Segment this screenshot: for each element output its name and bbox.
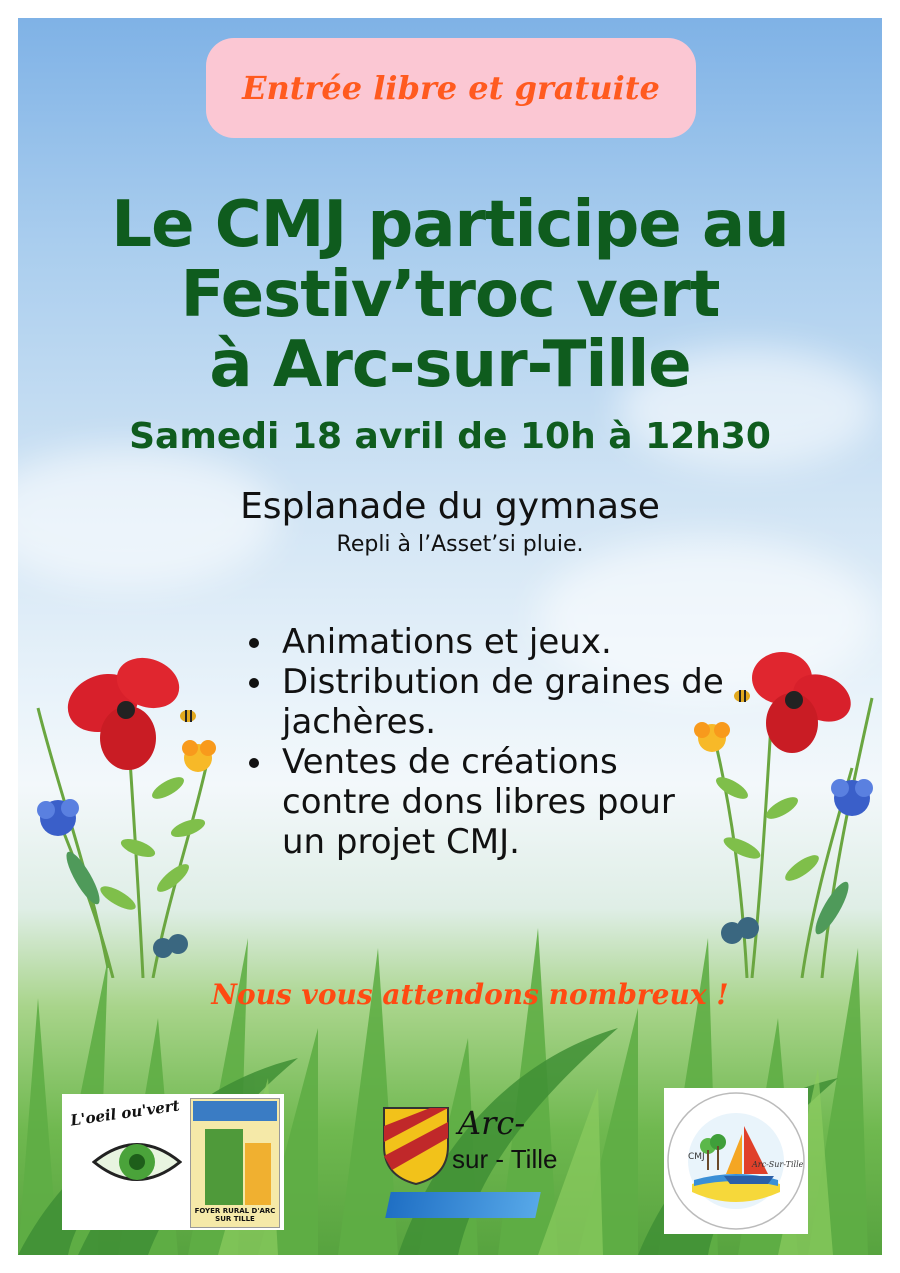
foyer-rural-logo bbox=[190, 1098, 280, 1228]
eye-icon bbox=[92, 1132, 182, 1192]
list-item: • Animations et jeux. bbox=[276, 622, 726, 662]
bee-icon bbox=[734, 690, 750, 702]
rain-note: Repli à l’Asset’si pluie. bbox=[336, 532, 584, 557]
cmj-center-text: CMJ bbox=[688, 1152, 705, 1162]
poppy-icon bbox=[60, 650, 187, 770]
activities-list bbox=[248, 622, 726, 862]
title-line: Festiv’troc vert bbox=[180, 258, 720, 332]
cmj-side-text: Arc-Sur-Tille bbox=[752, 1160, 804, 1169]
event-title bbox=[18, 190, 882, 400]
arc-sur-tille-logo bbox=[354, 1100, 569, 1225]
foyer-green-block bbox=[205, 1129, 243, 1205]
event-place: Esplanade du gymnase bbox=[240, 486, 660, 527]
arc-logo-line1: Arc- bbox=[458, 1104, 526, 1142]
coat-of-arms-icon bbox=[382, 1106, 450, 1186]
poster bbox=[18, 18, 882, 1255]
oeil-ouvert-foyer-logo bbox=[62, 1094, 284, 1230]
call-to-action: Nous vous attendons nombreux ! bbox=[211, 978, 729, 1011]
cmj-circle-logo bbox=[664, 1088, 808, 1234]
arc-logo-line2: sur - Tille bbox=[452, 1144, 558, 1174]
yellow-flower-icon bbox=[182, 740, 216, 772]
event-date: Samedi 18 avril de 10h à 12h30 bbox=[129, 416, 771, 457]
poppy-icon bbox=[752, 652, 858, 753]
bee-icon bbox=[180, 710, 196, 722]
oeil-logo-text: L'oeil ou'vert bbox=[69, 1096, 181, 1130]
river-band bbox=[385, 1192, 541, 1218]
foyer-orange-block bbox=[245, 1143, 271, 1205]
foyer-logo-text: FOYER RURAL D'ARC SUR TILLE bbox=[194, 1207, 276, 1223]
free-entry-banner bbox=[206, 38, 696, 138]
free-entry-text: Entrée libre et gratuite bbox=[242, 69, 660, 107]
list-item: • Distribution de graines de jachères. bbox=[276, 662, 726, 742]
title-line: à Arc-sur-Tille bbox=[209, 328, 691, 402]
title-line: Le CMJ participe au bbox=[111, 188, 789, 262]
foyer-blue-band bbox=[193, 1101, 277, 1121]
cornflower-icon bbox=[831, 779, 873, 816]
list-item: • Ventes de créations contre dons libres pour un projet CMJ. bbox=[276, 742, 726, 862]
